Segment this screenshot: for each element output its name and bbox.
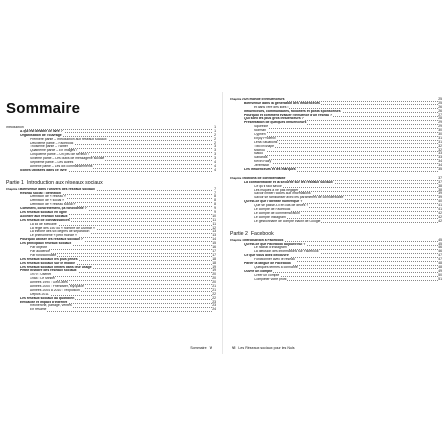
toc-entry-label: Par audience <box>30 249 50 253</box>
toc-entry-page: 30 <box>438 128 442 133</box>
toc-entry-label: Un monde d'influenceurs <box>244 98 285 101</box>
part-heading <box>6 178 216 188</box>
table-of-contents-left <box>6 126 216 312</box>
table-of-contents-right <box>230 98 442 281</box>
toc-entry-label: Les risques à ne pas négliger <box>254 188 299 192</box>
toc-entry-page: 31 <box>438 135 442 140</box>
toc-entry-page: 25 <box>438 100 442 105</box>
page-footer-right <box>232 346 295 350</box>
toc-entry-page: 4 <box>212 169 216 173</box>
part-number: Partie 1 <box>6 179 24 186</box>
toc-entry-page: 1 <box>212 126 216 130</box>
toc-entry-label: Quelques termes à connaître <box>254 265 298 269</box>
toc-entry-page: 50 <box>438 272 442 277</box>
page-title: Sommaire <box>6 100 81 117</box>
toc-entry-page: 8 <box>212 199 216 203</box>
toc-entry-page: 17 <box>212 248 216 253</box>
toc-entry-label: Comment, concrètement, ça fonctionne ? <box>20 207 87 211</box>
toc-entry-page: 9 <box>212 211 216 215</box>
toc-entry-label: Léna Situations <box>254 140 278 144</box>
toc-entry-label: et dans l'ère des likes ! <box>254 105 289 109</box>
toc-entry-label: Squeezie <box>254 125 269 129</box>
toc-entry-page: 42 <box>438 210 442 215</box>
toc-entry-page: 48 <box>438 260 442 265</box>
toc-entry-page: 29 <box>438 120 442 125</box>
toc-entry-label: Les réseaux sociaux les plus prisés <box>20 257 78 261</box>
toc-entry-label: Enjoy Phoenix <box>254 136 276 140</box>
toc-entry-page: 17 <box>212 252 216 257</box>
toc-entry-page: 47 <box>438 257 442 262</box>
toc-entry-label: Définition de « social » <box>30 199 65 203</box>
toc-entry-page: 48 <box>438 264 442 269</box>
toc-entry-page: 21 <box>212 283 216 288</box>
toc-entry-page: 20 <box>212 276 216 281</box>
toc-entry-label: Savoir se familiariser avec les paramètres de confidentialité <box>254 196 344 200</box>
toc-entry-page: 32 <box>438 147 442 152</box>
page-footer-left <box>190 346 212 350</box>
toc-entry-label: Les réseaux sociaux en ligne <box>20 211 67 215</box>
toc-entry-label: Qui sont les plus gros influenceurs ? <box>244 117 304 121</box>
toc-entry-label: Influenceurs, communautés, followers et posts sponsorisés <box>244 109 341 113</box>
toc-entry-page: 4 <box>212 165 216 169</box>
toc-entry-label: Septième partie – Les autres <box>30 161 74 165</box>
toc-entry-label: Le compte de commémoration <box>254 211 300 215</box>
toc-entry-page: 29 <box>438 124 442 129</box>
toc-entry-page: 23 <box>212 299 216 304</box>
footer-page-number: VI <box>232 346 236 350</box>
toc-entry-page: 20 <box>212 280 216 285</box>
toc-entry-label: Le compte Instagram <box>254 215 286 219</box>
toc-entry-page: 15 <box>212 241 216 246</box>
toc-entry-page: 7 <box>212 188 216 192</box>
toc-entry-page: 12 <box>212 225 216 230</box>
toc-entry-label: Deuxième partie – Facebook <box>30 141 74 145</box>
toc-entry-page: 46 <box>438 245 442 250</box>
chapter-label: Chapitre 1 <box>6 186 20 191</box>
toc-entry-label: Les réseaux de connaissances <box>20 218 70 222</box>
toc-entry-label: Savoir limiter l'accès aux informations <box>254 192 311 196</box>
toc-entry-page: 42 <box>438 218 442 223</box>
toc-entry-page: 11 <box>212 217 216 222</box>
toc-entry-label: 1979 : Usenet <box>30 273 52 277</box>
toc-entry-label: Michou <box>254 148 265 152</box>
toc-entry-page: 33 <box>438 151 442 156</box>
toc-entry-label: Les réseaux sociaux sur le mobile <box>20 261 76 265</box>
toc-entry-page: 8 <box>212 195 216 199</box>
toc-entry-page: 3 <box>212 149 216 153</box>
toc-entry-label: La théorie des six degrés de séparation <box>30 230 90 234</box>
toc-entry-label: Créer un compte <box>254 273 280 277</box>
toc-entry-page: 45 <box>438 241 442 246</box>
left-page <box>6 92 216 354</box>
toc-entry-page: 8 <box>212 203 216 207</box>
toc-entry-page: 11 <box>212 221 216 226</box>
right-page <box>230 92 442 354</box>
toc-entry-page: 39 <box>438 195 442 200</box>
toc-entry-label: Le phénomène « petit monde » <box>30 234 77 238</box>
toc-entry-label: La règle des 150 ou « nombre de Dunbar » <box>30 226 95 230</box>
toc-entry-label: Le gestionnaire de compte inactif de Google <box>254 219 321 223</box>
part-title: Introduction aux réseaux sociaux <box>26 179 103 186</box>
toc-entry-page: 37 <box>438 175 442 180</box>
toc-entry-label: Présentation de quelques influenceurs <box>244 121 307 125</box>
toc-entry-label: Icônes utilisées dans ce livre <box>20 168 67 172</box>
toc-entry-label: En résumé <box>30 308 47 312</box>
toc-entry-page: 3 <box>212 145 216 149</box>
toc-entry-page: 2 <box>212 142 216 146</box>
part-heading <box>230 229 442 239</box>
toc-entry-label: Accéder aux réseaux sociaux <box>20 214 68 218</box>
toc-entry-label: Qu'est-ce que l'identité numérique ? <box>244 200 303 204</box>
toc-entry-label: Notions de confidentialité <box>244 176 286 180</box>
toc-entry-label: Les réseaux sociaux limités dans leur usage <box>20 265 92 269</box>
toc-entry-label: La diffusion des informations sur Facebook <box>254 250 319 254</box>
toc-entry-label: Recherche, partage, ventes <box>30 304 72 308</box>
toc-entry-page: 25 <box>438 97 442 101</box>
toc-entry-label: Années 2000 : Friendster, MySpace <box>30 284 84 288</box>
toc-entry-label: Jeremstar <box>254 164 270 168</box>
toc-entry-label: Ce que vous allez découvrir <box>244 254 289 258</box>
toc-entry-page: 7 <box>212 192 216 196</box>
toc-entry-page: 3 <box>212 153 216 157</box>
toc-entry-label: Tibo InShape <box>254 144 275 148</box>
toc-entry-page: 16 <box>212 245 216 250</box>
chapter-label: Chapitre 3 <box>230 175 244 180</box>
toc-entry-label: Norman <box>254 129 267 133</box>
toc-entry-label: Petite histoire des réseaux sociaux <box>20 269 77 273</box>
toc-entry-label: Cyprien <box>254 133 266 137</box>
toc-entry-label: Pourquoi utiliser les réseaux sociaux ? <box>20 238 83 242</box>
toc-entry-page: 18 <box>212 260 216 265</box>
toc-entry-label: Introduction <box>6 126 24 129</box>
toc-entry-page: 38 <box>438 187 442 192</box>
toc-entry-label: Natoo <box>254 152 264 156</box>
toc-entry-page: 10 <box>212 213 216 218</box>
toc-entry <box>230 168 442 172</box>
toc-entry-page: 34 <box>438 159 442 164</box>
footer-label: Les Réseaux sociaux pour les Nuls <box>238 346 295 350</box>
toc-entry-label: Les réseaux sociaux au quotidien <box>20 296 75 300</box>
toc-entry-label: Cinquième partie – Un peu de sérieux ! <box>30 153 89 157</box>
toc-entry-page: 14 <box>212 237 216 242</box>
toc-entry-page: 19 <box>212 264 216 269</box>
footer-label: Sommaire <box>190 346 207 350</box>
toc-entry-label: Quatrième partie – En images ! <box>30 149 77 153</box>
toc-entry-label: Années 1990 : GeoCities <box>30 281 68 285</box>
toc-entry-label: Première partie – Introduction aux réseaux sociaux <box>30 137 107 141</box>
chapter-label: Chapitre 2 <box>230 97 244 101</box>
toc-entry-page: 26 <box>438 108 442 113</box>
book-gutter <box>222 92 223 354</box>
toc-entry-page: 51 <box>438 276 442 281</box>
toc-entry-page: 23 <box>212 303 216 308</box>
toc-entry-page: 13 <box>212 233 216 238</box>
toc-entry-page: 1 <box>212 130 216 134</box>
toc-entry-label: Efficacité et impact d'Internet <box>20 300 68 304</box>
chapter-label: Chapitre 4 <box>230 237 244 242</box>
toc-entry-label: Kevin Razy <box>254 160 272 164</box>
toc-entry-page: 13 <box>212 229 216 234</box>
toc-entry-page: 46 <box>438 249 442 254</box>
toc-entry-label: Annexe partie – Les dix commandements <box>30 164 93 168</box>
toc-entry-page: 22 <box>212 295 216 300</box>
toc-entry-page: 22 <box>212 291 216 296</box>
toc-entry <box>6 308 216 312</box>
toc-entry-page: 2 <box>212 134 216 138</box>
toc-entry-page: 28 <box>438 116 442 121</box>
toc-entry-label: Ouvrir un compte <box>244 269 273 273</box>
toc-entry-label: La loi de Metcalfe <box>30 222 57 226</box>
toc-entry-page: 31 <box>438 139 442 144</box>
toc-entry-page: 41 <box>438 207 442 212</box>
toc-entry-page: 39 <box>438 191 442 196</box>
toc-entry-page: 9 <box>212 207 216 211</box>
part-title: Facebook <box>250 230 274 237</box>
toc-entry-page: 37 <box>438 179 442 184</box>
toc-entry-page: 26 <box>438 104 442 109</box>
toc-entry-label: Sananas <box>254 156 268 160</box>
toc-entry-page: 20 <box>212 272 216 277</box>
toc-entry-label: Bienvenue dans la génération des influenceurs <box>244 101 320 105</box>
toc-entry-page: 3 <box>212 157 216 161</box>
toc-entry-label: Les principaux réseaux sociaux <box>20 242 72 246</box>
toc-entry-page: 40 <box>438 199 442 204</box>
toc-entry-label: Depuis 2011 <box>30 292 49 296</box>
toc-entry-page: 27 <box>438 112 442 117</box>
toc-entry-label: Introduction à Facebook <box>244 238 284 242</box>
toc-entry <box>230 220 442 224</box>
toc-entry-page: 45 <box>438 237 442 242</box>
toc-entry-page: 19 <box>212 268 216 273</box>
toc-entry-page: 21 <box>212 287 216 292</box>
toc-entry-label: Qu'est-ce que Facebook aujourd'hui ? <box>244 242 306 246</box>
toc-entry-label: Les influenceurs et les marques <box>244 168 296 172</box>
toc-entry-label: Pourquoi et comment évaluer l'influence d'un réseau ? <box>244 113 333 117</box>
toc-entry-label: Organisation de l'ouvrage <box>20 133 62 137</box>
part-number: Partie 2 <box>230 230 248 237</box>
toc-entry-label: Définition de « réseau » <box>30 195 66 199</box>
toc-entry-label: La confidentialité et la sécurité sur les réseaux sociaux <box>244 180 333 184</box>
toc-entry-page: 2 <box>212 138 216 142</box>
toc-entry-page: 41 <box>438 203 442 208</box>
toc-entry-page: 24 <box>212 307 216 312</box>
toc-entry-page: 30 <box>438 132 442 137</box>
toc-entry <box>6 169 216 173</box>
toc-entry-page: 33 <box>438 155 442 160</box>
toc-entry <box>230 278 442 282</box>
toc-entry-label: 1988 : Le Minitel <box>30 277 55 281</box>
toc-entry-page: 4 <box>212 161 216 165</box>
toc-entry-label: Le rachat d'Instagram <box>254 246 287 250</box>
toc-entry-label: Le compte de Facebook <box>254 208 291 212</box>
toc-entry-page: 35 <box>438 167 442 172</box>
toc-entry-label: Par fonctionnalité <box>30 253 57 257</box>
toc-entry-label: Réseau social : définition <box>20 191 61 195</box>
toc-entry-label: Troisième partie – Twitter <box>30 145 68 149</box>
toc-entry-page: 47 <box>438 253 442 258</box>
toc-entry-label: Que se passe-t-il en cas de décès ? <box>254 204 309 208</box>
toc-entry-label: Bienvenue dans l'univers des réseaux sociaux <box>20 187 95 191</box>
toc-entry-page: 49 <box>438 268 442 273</box>
toc-entry-label: Par objectif <box>30 246 47 250</box>
toc-entry-page: 32 <box>438 143 442 148</box>
toc-entry-page: 42 <box>438 214 442 219</box>
toc-entry-label: Compléter votre profil <box>254 277 287 281</box>
toc-entry-label: Parler la langue de Facebook <box>244 261 291 265</box>
dot-leader <box>30 311 214 312</box>
toc-entry-page: 38 <box>438 183 442 188</box>
toc-entry-label: Années 2004 à 2010 : l'explosion <box>30 288 80 292</box>
toc-entry-label: Sixième partie – Les outils de messagerie sociale <box>30 157 105 161</box>
toc-entry-label: Définition de « réseau social » <box>30 203 76 207</box>
toc-entry-page: 18 <box>212 256 216 261</box>
toc-entry-page: 34 <box>438 163 442 168</box>
footer-page-number: V <box>209 346 212 350</box>
toc-entry-label: Ce qu'il faut savoir <box>254 184 282 188</box>
toc-entry-label: À qui est destiné ce livre ? <box>20 129 63 133</box>
toc-entry-label: Fonctionner avec le réseau <box>254 258 295 262</box>
